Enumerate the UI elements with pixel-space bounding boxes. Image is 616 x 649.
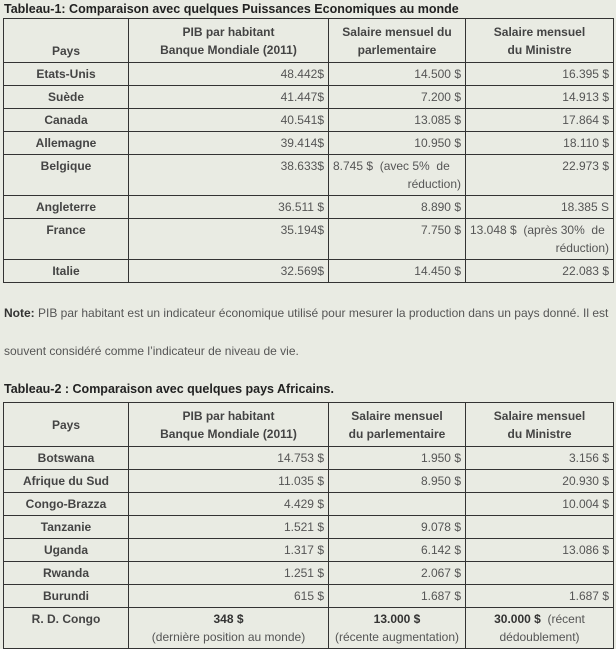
table-row [4, 109, 614, 132]
cell-pays: Angleterre [4, 196, 129, 219]
cell-pays: Rwanda [4, 562, 129, 585]
cell-pays: Canada [4, 109, 129, 132]
table-row [4, 63, 614, 86]
cell-pays: France [4, 219, 129, 260]
table-row [4, 196, 614, 219]
note-line-2: souvent considéré comme l’indicateur de niveau de vie. [4, 344, 299, 358]
cell-pib: 4.429 $ [129, 493, 329, 516]
table-row [4, 447, 614, 470]
table-row [4, 470, 614, 493]
header-salaire-parlementaire: Salaire mensuel du parlementaire [329, 403, 466, 447]
cell-parl: 6.142 $ [329, 539, 466, 562]
cell-min: 14.913 $ [466, 86, 614, 109]
cell-pib: 348 $ (dernière position au monde) [129, 608, 329, 649]
cell-parl: 14.500 $ [329, 63, 466, 86]
cell-pib: 36.511 $ [129, 196, 329, 219]
header-pib: PIB par habitant Banque Mondiale (2011) [129, 19, 329, 63]
cell-min: 22.083 $ [466, 260, 614, 283]
cell-pays: R. D. Congo [4, 608, 129, 649]
table-row [4, 132, 614, 155]
header-salaire-ministre: Salaire mensuel du Ministre [466, 19, 614, 63]
cell-pays: Afrique du Sud [4, 470, 129, 493]
table-row [4, 493, 614, 516]
cell-pays: Burundi [4, 585, 129, 608]
cell-pib: 615 $ [129, 585, 329, 608]
header-pays: Pays [4, 403, 129, 447]
cell-min: 22.973 $ [466, 155, 614, 196]
cell-min: 17.864 $ [466, 109, 614, 132]
table2-caption-text: : Comparaison avec quelques pays Africains. [61, 382, 334, 396]
cell-parl: 8.890 $ [329, 196, 466, 219]
header-pays: Pays [4, 19, 129, 63]
cell-parl: 9.078 $ [329, 516, 466, 539]
cell-min [466, 516, 614, 539]
cell-min: 13.048 $ (après 30% de réduction) [466, 219, 614, 260]
cell-parl [329, 493, 466, 516]
table-row-rdc [4, 608, 614, 649]
cell-parl: 7.750 $ [329, 219, 466, 260]
cell-parl: 14.450 $ [329, 260, 466, 283]
cell-pays: Suède [4, 86, 129, 109]
cell-pays: Etats-Unis [4, 63, 129, 86]
header-pib: PIB par habitant Banque Mondiale (2011) [129, 403, 329, 447]
cell-pib: 40.541$ [129, 109, 329, 132]
table-row [4, 219, 614, 260]
cell-min: 10.004 $ [466, 493, 614, 516]
table2-caption [4, 382, 334, 396]
cell-pib: 1.521 $ [129, 516, 329, 539]
cell-pib: 1.251 $ [129, 562, 329, 585]
cell-pays: Tanzanie [4, 516, 129, 539]
cell-parl: 13.085 $ [329, 109, 466, 132]
cell-min: 18.110 $ [466, 132, 614, 155]
table-row [4, 260, 614, 283]
table-pays-africains [3, 402, 614, 649]
cell-parl: 8.950 $ [329, 470, 466, 493]
cell-min [466, 562, 614, 585]
cell-parl: 8.745 $ (avec 5% de réduction) [329, 155, 466, 196]
table-row [4, 155, 614, 196]
cell-min: 13.086 $ [466, 539, 614, 562]
note-line-1 [4, 306, 612, 320]
cell-min: 30.000 $ (récent dédoublement) [466, 608, 614, 649]
table-row [4, 86, 614, 109]
table-header-row [4, 19, 614, 63]
table-puissances-economiques [3, 18, 614, 283]
cell-pays: Italie [4, 260, 129, 283]
cell-pib: 32.569$ [129, 260, 329, 283]
header-salaire-ministre: Salaire mensuel du Ministre [466, 403, 614, 447]
cell-pays: Botswana [4, 447, 129, 470]
table-row [4, 562, 614, 585]
cell-pays: Belgique [4, 155, 129, 196]
cell-min: 3.156 $ [466, 447, 614, 470]
table-row [4, 585, 614, 608]
cell-pib: 48.442$ [129, 63, 329, 86]
cell-pib: 39.414$ [129, 132, 329, 155]
cell-parl: 10.950 $ [329, 132, 466, 155]
cell-pib: 41.447$ [129, 86, 329, 109]
cell-parl: 2.067 $ [329, 562, 466, 585]
header-salaire-parlementaire: Salaire mensuel du parlementaire [329, 19, 466, 63]
cell-pib: 38.633$ [129, 155, 329, 196]
cell-parl: 7.200 $ [329, 86, 466, 109]
cell-pib: 14.753 $ [129, 447, 329, 470]
table1-caption: Tableau-1: Comparaison avec quelques Puissances Economiques au monde [4, 2, 459, 16]
cell-pays: Uganda [4, 539, 129, 562]
cell-min: 1.687 $ [466, 585, 614, 608]
cell-parl: 1.687 $ [329, 585, 466, 608]
cell-min: 16.395 $ [466, 63, 614, 86]
cell-pib: 35.194$ [129, 219, 329, 260]
cell-min: 18.385 S [466, 196, 614, 219]
table-row [4, 516, 614, 539]
table-row [4, 539, 614, 562]
cell-pays: Congo-Brazza [4, 493, 129, 516]
cell-parl: 13.000 $ (récente augmentation) [329, 608, 466, 649]
table-header-row [4, 403, 614, 447]
cell-pib: 1.317 $ [129, 539, 329, 562]
cell-pays: Allemagne [4, 132, 129, 155]
cell-parl: 1.950 $ [329, 447, 466, 470]
note-text-1: PIB par habitant est un indicateur économique utilisé pour mesurer la production dans un pays donné. Il est [34, 306, 609, 320]
table2-caption-label: Tableau-2 [4, 382, 62, 396]
cell-pib: 11.035 $ [129, 470, 329, 493]
cell-min: 20.930 $ [466, 470, 614, 493]
note-label: Note: [4, 306, 35, 320]
